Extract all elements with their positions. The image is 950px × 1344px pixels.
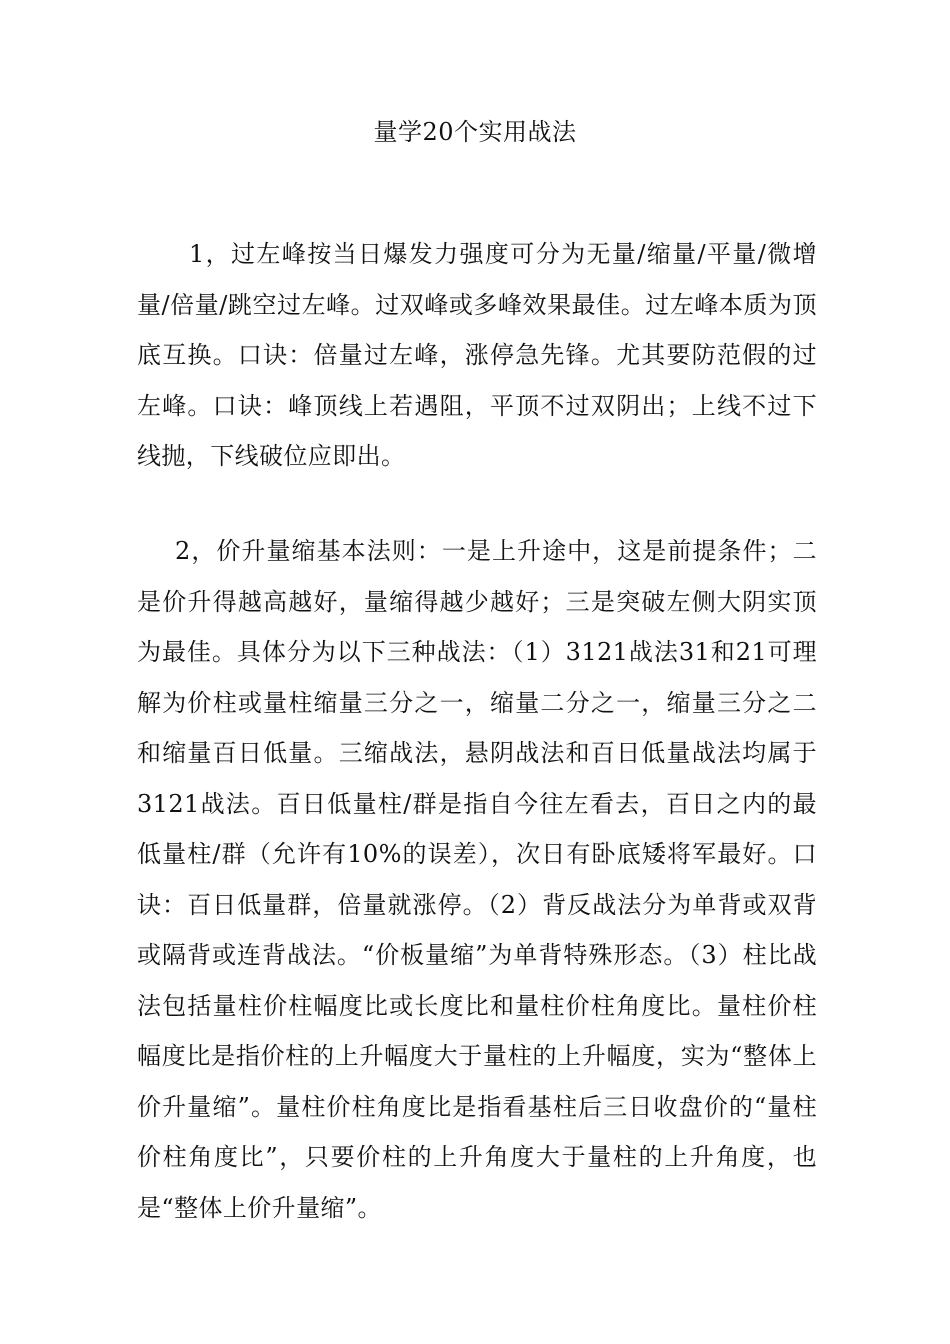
document-title: 量学20个实用战法 bbox=[373, 118, 577, 146]
paragraph-1: 1，过左峰按当日爆发力强度可分为无量/缩量/平量/微增量/倍量/跳空过左峰。过双峰或多峰效果最佳。过左峰本质为顶底互换。口诀：倍量过左峰，涨停急先锋。尤其要防范假的过左峰。口诀：峰顶线上若遇阻，平顶不过双阴出；上线不过下线抛，下线破位应即出。 bbox=[137, 240, 817, 470]
paragraph-2: 2，价升量缩基本法则：一是上升途中，这是前提条件；二是价升得越高越好，量缩得越少越好；三是突破左侧大阴实顶为最佳。具体分为以下三种战法：（1）3121战法31和21可理解为价柱或量柱缩量三分之一，缩量二分之一，缩量三分之二和缩量百日低量。三缩战法，悬阴战法和百日低量战法均属于3121战法。百日低量柱/群是指自今往左看去，百日之内的最低量柱/群（允许有10%的误差），次日有卧底矮将军最好。口诀：百日低量群，倍量就涨停。（2）背反战法分为单背或双背或隔背或连背战法。“价板量缩”为单背特殊形态。（3）柱比战法包括量柱价柱幅度比或长度比和量柱价柱角度比。量柱价柱幅度比是指价柱的上升幅度大于量柱的上升幅度，实为“整体上价升量缩”。量柱价柱角度比是指看基柱后三日收盘价的“量柱价柱角度比”，只要价柱的上升角度大于量柱的上升角度，也是“整体上价升量缩”。 bbox=[137, 537, 817, 1222]
